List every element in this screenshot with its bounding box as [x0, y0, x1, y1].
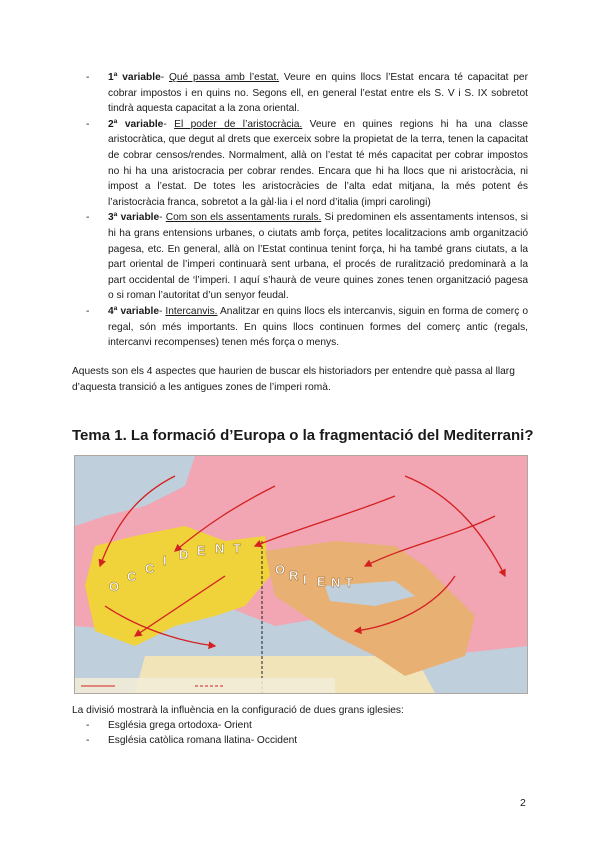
variable-label: 4ª variable	[108, 305, 159, 317]
map-letter: I	[163, 553, 167, 568]
map-letter: T	[345, 575, 353, 590]
variable-topic: Intercanvis.	[165, 305, 218, 317]
map-letter: O	[275, 562, 286, 577]
variable-topic: El poder de l’aristocràcia.	[174, 118, 303, 130]
church-item: Església catòlica romana llatina- Occident	[108, 735, 298, 746]
separator: -	[159, 212, 166, 224]
variables-list	[86, 70, 528, 351]
historical-map	[74, 455, 528, 694]
variable-label: 1ª variable	[108, 72, 161, 83]
map-letter: D	[179, 547, 189, 562]
map-figure	[75, 456, 527, 693]
list-item	[86, 210, 528, 304]
map-letter: C	[145, 561, 155, 576]
map-letter: N	[331, 575, 341, 590]
separator: -	[163, 118, 175, 130]
variable-text: Veure en quines regions hi ha una classe aristocràtica, que degut al drets que exerceix sobre la propietat de la terra, tenen la capacitat de cobrar censos/rendes. Normalment, allà on l’estat té més capacitat per cobrar impostos no hi ha una aristocracia per cobrar rendes. Encara que hi ha llocs que ni aristocràcia, ni impost a l’estat. De totes les aristocràcies de l’alta edat mitjana, la més potent és l’aristocràcia franca, sobretot a la gàl·lia i el nord d’italia (impri carolingi)	[108, 118, 528, 208]
page-number: 2	[520, 797, 526, 809]
list-item	[86, 117, 528, 211]
variable-text: Si predominen els assentaments intensos, si hi ha grans entensions urbanes, o ciutats amb força, petites localitzacions amb organització pagesa, etc. En general, allà on l’Estat continua tenint força, hi ha també grans ciutats, a la part oriental de l’imperi continuarà sent urbana, el procés de ruralització predominarà a la part occidental de ‘l’imperi. I aquí s’haurà de veure quines zones tenen organització pagesa o si roman l’autoritat d’un senyor feudal.	[108, 212, 529, 302]
variable-text: Veure en quins llocs l’Estat encara té capacitat per cobrar impostos i en quins no. Segons ell, en general l’estat entre els S. V i S. IX sobretot tindrà aquesta capacitat a la zona oriental.	[108, 72, 528, 115]
variable-text: Analitzar en quins llocs els intercanvis, siguin en forma de comerç o regal, són més importants. En quins llocs continuen formes del comerç antic (regals, intercanvi recompenses) tenen més força o menys.	[108, 305, 528, 349]
variable-label: 3ª variable	[108, 212, 160, 224]
list-item	[86, 304, 528, 351]
map-letter: N	[215, 541, 225, 556]
separator: -	[160, 72, 169, 83]
bullet-dash: -	[86, 72, 90, 83]
bullet-dash: -	[86, 118, 90, 130]
bullet-dash: -	[86, 305, 90, 317]
churches-list	[86, 718, 297, 748]
map-caption: La divisió mostrarà la influència en la configuració de dues grans iglesies:	[72, 705, 404, 716]
bullet-dash: -	[86, 212, 90, 224]
map-letter: T	[233, 541, 241, 556]
bullet-dash: -	[86, 720, 90, 731]
section-heading: Tema 1. La formació d’Europa o la fragmentació del Mediterrani?	[72, 427, 534, 444]
list-item	[86, 733, 297, 748]
summary-paragraph: Aquests son els 4 aspectes que haurien de buscar els historiadors per entendre què passa al llarg d’aquesta transició a les antigues zones de l’imperi romà.	[72, 366, 515, 393]
variable-topic: Com son els assentaments rurals.	[165, 212, 322, 224]
church-item: Església grega ortodoxa- Orient	[108, 720, 252, 731]
bullet-dash: -	[86, 735, 90, 746]
variable-label: 2ª variable	[108, 118, 164, 130]
map-letter: I	[303, 572, 307, 587]
separator: -	[158, 305, 166, 317]
map-letter: O	[109, 579, 120, 594]
list-item	[86, 718, 297, 733]
map-letter: C	[127, 569, 137, 584]
variable-topic: Qué passa amb l’estat.	[168, 72, 280, 83]
list-item	[86, 70, 528, 117]
map-letter: E	[317, 574, 326, 589]
map-letter: E	[197, 543, 206, 558]
map-letter: R	[289, 568, 299, 583]
